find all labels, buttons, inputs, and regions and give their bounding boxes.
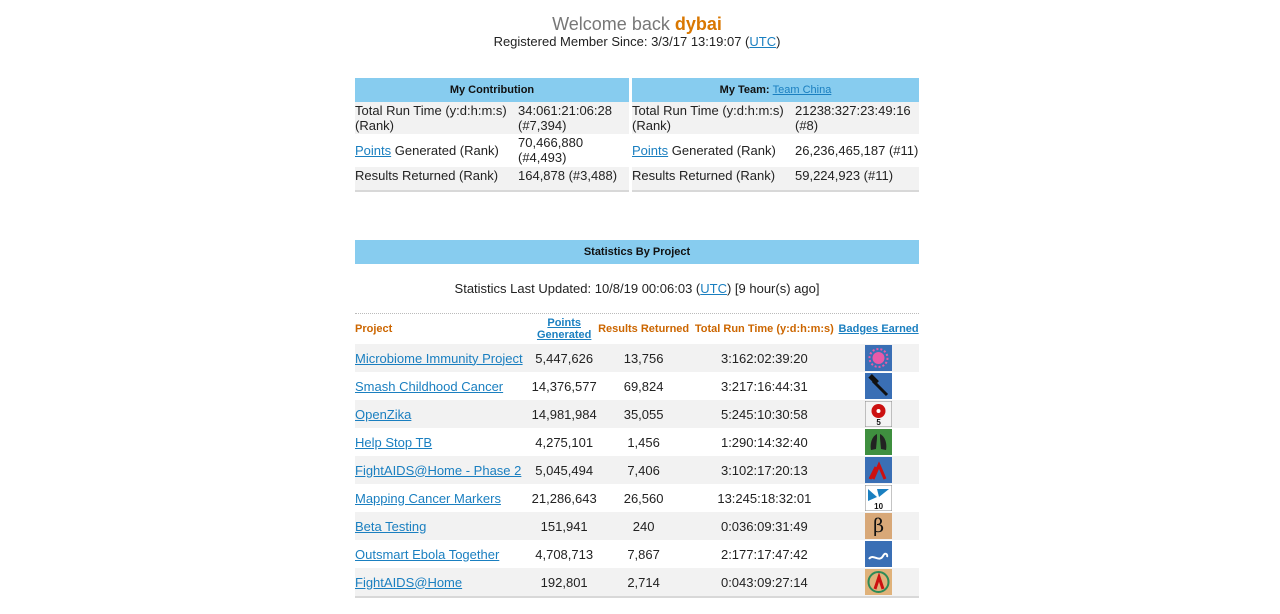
projects-table xyxy=(355,314,919,598)
table-row xyxy=(355,134,629,167)
team-points-link[interactable]: Points xyxy=(632,143,669,158)
results-header: Results Returned xyxy=(598,323,690,335)
project-name-cell xyxy=(355,344,532,372)
utc-link[interactable]: UTC xyxy=(749,34,777,49)
project-name-cell xyxy=(355,428,532,456)
team-results-value: 59,224,923 (#11) xyxy=(795,167,919,191)
badges-link[interactable]: Badges Earned xyxy=(838,323,919,335)
team-runtime-value: 21238:327:23:49:16 (#8) xyxy=(795,102,919,134)
points-header[interactable] xyxy=(532,314,597,344)
table-row xyxy=(355,540,919,568)
project-link[interactable]: FightAIDS@Home - Phase 2 xyxy=(355,462,522,478)
aids-ribbon-gold-badge-icon[interactable] xyxy=(865,569,892,595)
statistics-by-project-title: Statistics By Project xyxy=(355,240,919,264)
member-since-label: Registered Member Since: 3/3/17 13:19:07 ( xyxy=(493,34,750,49)
project-link[interactable]: OpenZika xyxy=(355,406,412,422)
projects-body xyxy=(355,344,919,597)
table-row xyxy=(355,428,919,456)
project-name-cell xyxy=(355,540,532,568)
table-row xyxy=(355,456,919,484)
project-results: 26,560 xyxy=(623,490,664,506)
table-row xyxy=(632,102,919,134)
table-row xyxy=(355,344,919,372)
results-value: 164,878 (#3,488) xyxy=(518,167,629,191)
project-results: 35,055 xyxy=(597,400,691,428)
badge-cell xyxy=(838,372,919,400)
project-link[interactable]: Smash Childhood Cancer xyxy=(355,378,504,394)
project-header: Project xyxy=(355,323,393,335)
project-points: 5,447,626 xyxy=(532,344,597,372)
member-since xyxy=(0,34,1274,49)
aids-ribbon-badge-icon[interactable] xyxy=(865,457,892,483)
badge-cell xyxy=(838,512,919,540)
member-since-close: ) xyxy=(776,34,781,49)
project-points: 4,708,713 xyxy=(535,546,594,562)
project-runtime: 3:102:17:20:13 xyxy=(690,456,838,484)
microbiome-badge-icon[interactable] xyxy=(865,345,892,371)
project-runtime: 13:245:18:32:01 xyxy=(717,490,812,506)
project-results: 240 xyxy=(597,512,691,540)
project-points: 192,801 xyxy=(532,568,597,597)
ebola-badge-icon[interactable] xyxy=(865,541,892,567)
project-link[interactable]: Outsmart Ebola Together xyxy=(355,546,500,562)
badge-cell xyxy=(838,400,919,428)
points-label xyxy=(355,134,518,167)
table-row xyxy=(632,134,919,167)
team-points-label xyxy=(632,134,795,167)
username: dybai xyxy=(674,14,722,34)
project-results: 7,867 xyxy=(627,546,660,562)
project-runtime: 5:245:10:30:58 xyxy=(690,400,838,428)
project-name-cell xyxy=(355,512,532,540)
zika-badge-icon[interactable] xyxy=(865,401,892,427)
points-label-rest: Generated (Rank) xyxy=(391,143,499,158)
points-link[interactable]: Points xyxy=(355,143,392,158)
badge-label: 10 xyxy=(874,502,884,511)
table-row xyxy=(632,167,919,191)
project-name-cell xyxy=(355,484,532,512)
project-name-cell xyxy=(355,400,532,428)
last-updated-suffix: ) [9 hour(s) ago] xyxy=(726,281,820,296)
points-value: 70,466,880 (#4,493) xyxy=(518,135,584,165)
project-points: 4,275,101 xyxy=(535,434,594,450)
table-row xyxy=(355,400,919,428)
team-points-label-rest: Generated (Rank) xyxy=(668,143,776,158)
table-row xyxy=(355,102,629,134)
project-name-cell xyxy=(355,568,532,597)
project-points: 5,045,494 xyxy=(532,456,597,484)
project-runtime: 0:036:09:31:49 xyxy=(690,512,838,540)
badge-cell xyxy=(838,484,919,512)
lungs-badge-icon[interactable] xyxy=(865,429,892,455)
team-link[interactable]: Team China xyxy=(772,84,832,96)
table-row xyxy=(355,512,919,540)
table-row xyxy=(355,372,919,400)
runtime-value: 34:061:21:06:28 (#7,394) xyxy=(518,102,629,134)
project-link[interactable]: FightAIDS@Home xyxy=(355,574,463,590)
badge-cell xyxy=(838,456,919,484)
team-runtime-label: Total Run Time (y:d:h:m:s) (Rank) xyxy=(632,102,795,134)
badges-header[interactable] xyxy=(838,314,919,344)
badge-cell xyxy=(838,344,919,372)
team-points-value: 26,236,465,187 (#11) xyxy=(795,143,919,158)
hammer-badge-icon[interactable] xyxy=(865,373,892,399)
project-name-cell xyxy=(355,456,532,484)
runtime-label: Total Run Time (y:d:h:m:s) (Rank) xyxy=(355,102,518,134)
project-runtime: 0:043:09:27:14 xyxy=(690,568,838,597)
project-results: 69,824 xyxy=(623,378,664,394)
my-contribution-table xyxy=(355,78,629,192)
project-name-cell xyxy=(355,372,532,400)
project-runtime: 3:162:02:39:20 xyxy=(690,344,838,372)
project-results: 1,456 xyxy=(627,434,660,450)
project-points: 14,376,577 xyxy=(531,378,597,394)
project-points: 14,981,984 xyxy=(532,400,597,428)
last-updated-prefix: Statistics Last Updated: 10/8/19 00:06:03 ( xyxy=(454,281,701,296)
table-row xyxy=(355,167,629,191)
cancer-markers-badge-icon[interactable] xyxy=(865,485,892,511)
badge-cell xyxy=(838,540,919,568)
project-link[interactable]: Microbiome Immunity Project xyxy=(355,350,523,366)
table-row xyxy=(355,568,919,597)
project-link[interactable]: Mapping Cancer Markers xyxy=(355,490,501,506)
badge-label: 5 xyxy=(876,418,881,427)
table-row xyxy=(355,484,919,512)
badge-cell xyxy=(838,568,919,597)
badge-label: β xyxy=(873,515,885,537)
welcome-text: Welcome back xyxy=(552,14,670,34)
my-team-label: My Team: xyxy=(719,84,770,96)
team-results-label: Results Returned (Rank) xyxy=(632,167,795,191)
project-runtime: 1:290:14:32:40 xyxy=(720,434,808,450)
points-sort-link[interactable]: Points Generated xyxy=(536,317,592,341)
my-team-title xyxy=(632,78,919,102)
badge-cell xyxy=(838,428,919,456)
project-runtime: 2:177:17:47:42 xyxy=(720,546,808,562)
last-updated xyxy=(355,281,919,296)
project-points: 151,941 xyxy=(532,512,597,540)
project-link[interactable]: Help Stop TB xyxy=(355,434,433,450)
project-results: 7,406 xyxy=(597,456,691,484)
project-runtime: 3:217:16:44:31 xyxy=(720,378,808,394)
my-team-table xyxy=(632,78,919,192)
my-contribution-title: My Contribution xyxy=(355,78,629,102)
welcome-heading xyxy=(0,14,1274,35)
utc-link-stats[interactable]: UTC xyxy=(700,281,727,296)
project-points: 21,286,643 xyxy=(531,490,597,506)
results-label: Results Returned (Rank) xyxy=(355,167,518,191)
beta-badge-icon[interactable] xyxy=(865,513,892,539)
project-results: 13,756 xyxy=(597,344,691,372)
project-link[interactable]: Beta Testing xyxy=(355,518,427,534)
project-results: 2,714 xyxy=(597,568,691,597)
runtime-header: Total Run Time (y:d:h:m:s) xyxy=(694,323,834,335)
